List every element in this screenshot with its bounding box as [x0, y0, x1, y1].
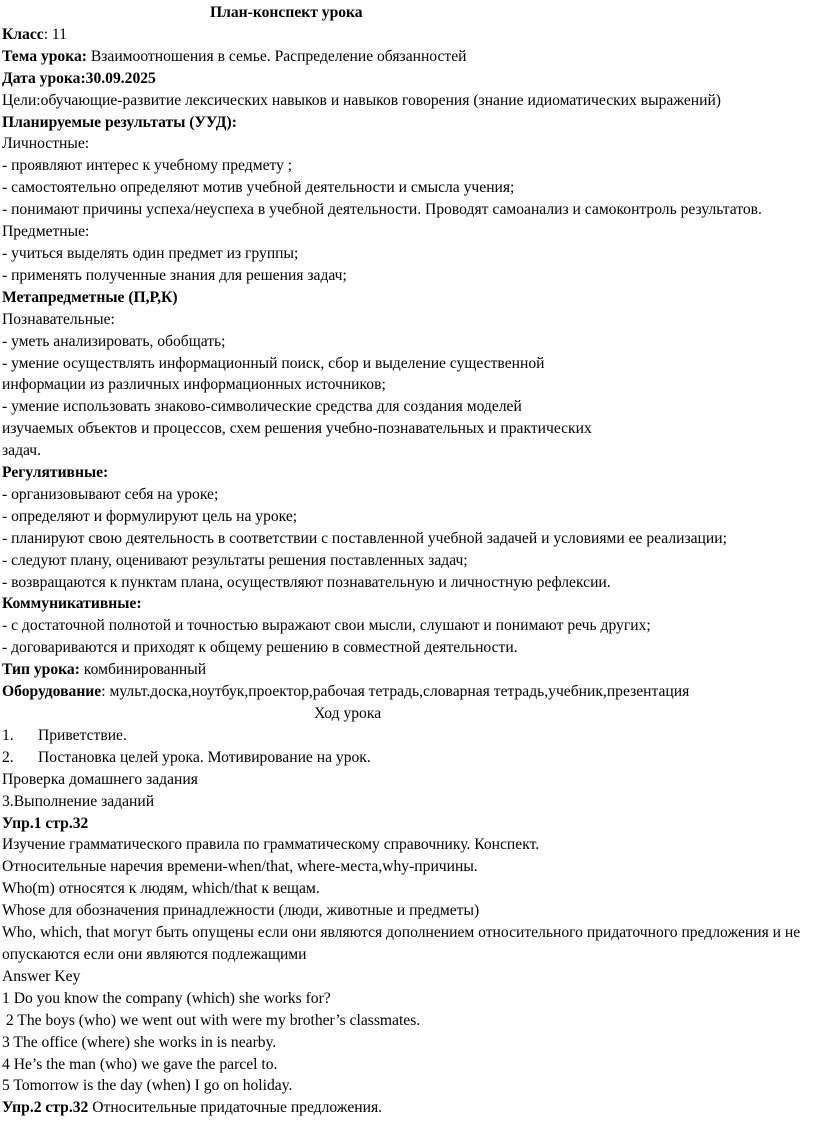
- progress-heading: Ход урока: [314, 705, 382, 722]
- step-number: 1.: [2, 726, 14, 744]
- class-value: : 11: [43, 25, 67, 43]
- answer-key-item: 2 The boys (who) we went out with were my brother’s classmates.: [2, 1011, 421, 1029]
- exercise-1-line: Whose для обозначения принадлежности (люди, животные и предметы): [2, 902, 480, 920]
- class-label: Класс: [2, 25, 44, 43]
- document-title: План-конспект урока: [210, 4, 363, 21]
- regulative-item: - организовывают себя на уроке;: [2, 485, 219, 503]
- goals-text: Цели:обучающие-развитие лексических навыков и навыков говорения (знание идиоматических выражений): [2, 91, 722, 109]
- exercise-1-line: Относительные наречия времени-when/that, where-места,why-причины.: [2, 858, 478, 876]
- cognitive-line: информации из различных информационных источников;: [2, 376, 386, 394]
- communicative-heading: Коммуникативные:: [2, 595, 142, 613]
- subject-item: - применять полученные знания для решения задач;: [2, 266, 347, 284]
- step-text: Приветствие.: [38, 726, 127, 744]
- meta-heading: Метапредметные (П,Р,К): [2, 288, 178, 306]
- answer-key-heading: Answer Key: [2, 967, 81, 985]
- class-row: [2, 24, 808, 46]
- topic-row: [2, 46, 808, 68]
- equipment-label: Оборудование: [2, 683, 102, 701]
- cognitive-line: - уметь анализировать, обобщать;: [2, 332, 226, 350]
- exercise-2-row: [2, 1097, 808, 1119]
- cognitive-line: изучаемых объектов и процессов, схем решения учебно-познавательных и практических: [2, 420, 592, 438]
- date-value: 30.09.2025: [85, 69, 156, 87]
- regulative-item: - следуют плану, оценивают результаты решения поставленных задач;: [2, 551, 468, 569]
- communicative-item: - договариваются и приходят к общему решению в совместной деятельности.: [2, 639, 518, 657]
- subject-heading: Предметные:: [2, 223, 90, 241]
- step-item: [2, 725, 808, 747]
- exercise-2-heading: Упр.2 стр.32: [2, 1099, 89, 1117]
- cognitive-line: - умение использовать знаково-символические средства для создания моделей: [2, 398, 522, 416]
- regulative-item: - возвращаются к пунктам плана, осуществляют познавательную и личностную рефлексии.: [2, 573, 611, 591]
- answer-key-item: 3 The office (where) she works in is nearby.: [2, 1033, 277, 1051]
- subject-item: - учиться выделять один предмет из группы;: [2, 244, 299, 262]
- date-row: [2, 68, 808, 90]
- cognitive-line: задач.: [2, 442, 42, 460]
- cognitive-heading: Познавательные:: [2, 310, 115, 328]
- topic-value: Взаимоотношения в семье. Распределение обязанностей: [86, 47, 467, 65]
- personal-item: - проявляют интерес к учебному предмету ;: [2, 157, 293, 175]
- step-item: [2, 747, 808, 769]
- exercise-2-text: Относительные придаточные предложения.: [88, 1099, 383, 1117]
- homework-check: Проверка домашнего задания: [2, 770, 198, 788]
- step-text: Постановка целей урока. Мотивирование на урок.: [38, 748, 371, 766]
- personal-heading: Личностные:: [2, 135, 90, 153]
- cognitive-line: - умение осуществлять информационный поиск, сбор и выделение существенной: [2, 354, 545, 372]
- answer-key-item: 4 He’s the man (who) we gave the parcel to.: [2, 1055, 278, 1073]
- exercise-1-line: Who(m) относятся к людям, which/that к вещам.: [2, 880, 320, 898]
- equipment-row: [2, 681, 808, 703]
- personal-item: - понимают причины успеха/неуспеха в учебной деятельности. Проводят самоанализ и самоконтроль результатов.: [2, 201, 762, 219]
- answer-key-item: 1 Do you know the company (which) she works for?: [2, 989, 331, 1007]
- communicative-item: - с достаточной полнотой и точностью выражают свои мысли, слушают и понимают речь других;: [2, 617, 651, 635]
- lesson-type-label: Тип урока:: [2, 661, 80, 679]
- results-heading: Планируемые результаты (УУД):: [2, 113, 237, 131]
- regulative-item: - планируют свою деятельность в соответствии с поставленной учебной задачей и условиями ее реализации;: [2, 529, 727, 547]
- equipment-value: : мульт.доска,ноутбук,проектор,рабочая тетрадь,словарная тетрадь,учебник,презентация: [101, 683, 690, 701]
- answer-key-item: 5 Tomorrow is the day (when) I go on holiday.: [2, 1077, 293, 1095]
- regulative-item: - определяют и формулируют цель на уроке;: [2, 507, 298, 525]
- step-number: 2.: [2, 748, 14, 766]
- lesson-type-row: [2, 659, 808, 681]
- tasks-line: 3.Выполнение заданий: [2, 792, 155, 810]
- lesson-type-value: комбинированный: [79, 661, 207, 679]
- exercise-1-line: Who, which, that могут быть опущены если они являются дополнением относительного придаточного предложения и не опускаются если они являются подлежащими: [2, 924, 801, 963]
- date-label: Дата урока:: [2, 69, 86, 87]
- exercise-1-line: Изучение грамматического правила по грамматическому справочнику. Конспект.: [2, 836, 540, 854]
- personal-item: - самостоятельно определяют мотив учебной деятельности и смысла учения;: [2, 179, 515, 197]
- topic-label: Тема урока:: [2, 47, 87, 65]
- exercise-1-heading: Упр.1 стр.32: [2, 814, 89, 832]
- regulative-heading: Регулятивные:: [2, 464, 109, 482]
